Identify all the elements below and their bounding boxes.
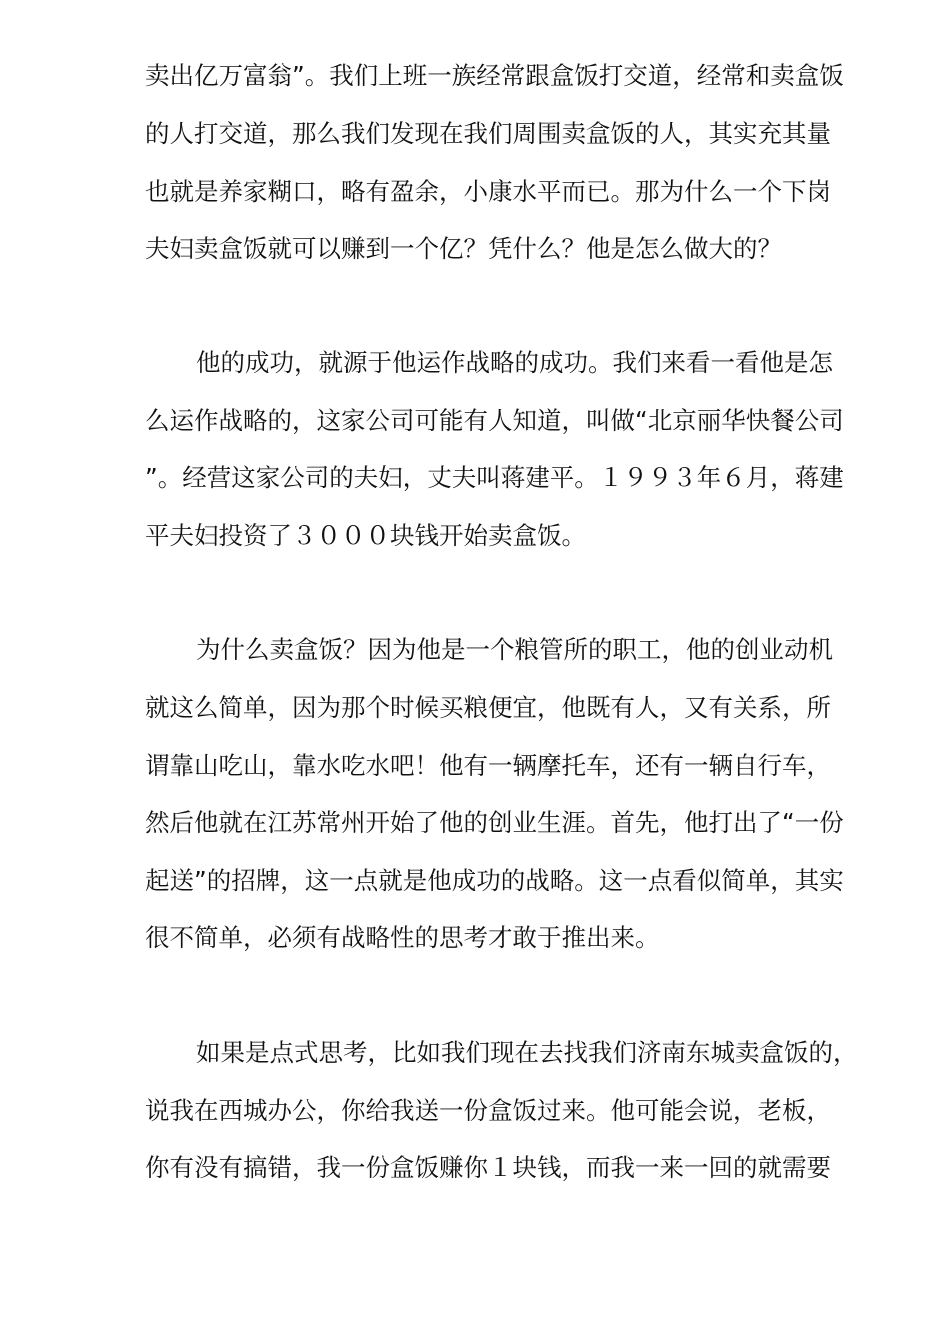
paragraph-line: 为什么卖盒饭？因为他是一个粮管所的职工，他的创业动机 [196,635,833,664]
paragraph-line: 起送”的招牌，这一点就是他成功的战略。这一点看似简单，其实 [145,866,844,895]
paragraph-line: 卖出亿万富翁”。我们上班一族经常跟盒饭打交道，经常和卖盒饭 [145,61,844,90]
paragraph-line: ”。经营这家公司的夫妇，丈夫叫蒋建平。１９９３年６月，蒋建 [145,463,844,492]
paragraph-line: 平夫妇投资了３０００块钱开始卖盒饭。 [145,521,586,550]
paragraph-line: 么运作战略的，这家公司可能有人知道，叫做“北京丽华快餐公司 [145,406,844,435]
paragraph-line: 如果是点式思考，比如我们现在去找我们济南东城卖盒饭的， [196,1038,858,1067]
paragraph-line: 然后他就在江苏常州开始了他的创业生涯。首先，他打出了“一份 [145,808,844,837]
paragraph-line: 也就是养家糊口，略有盈余，小康水平而已。那为什么一个下岗 [145,177,831,206]
paragraph-line: 夫妇卖盒饭就可以赚到一个亿？凭什么？他是怎么做大的？ [145,234,782,263]
paragraph-line: 很不简单，必须有战略性的思考才敢于推出来。 [145,923,660,952]
paragraph-line: 你有没有搞错，我一份盒饭赚你１块钱，而我一来一回的就需要 [145,1153,831,1182]
paragraph-line: 的人打交道，那么我们发现在我们周围卖盒饭的人，其实充其量 [145,119,831,148]
paragraph-line: 说我在西城办公，你给我送一份盒饭过来。他可能会说，老板， [145,1096,831,1125]
paragraph-line: 谓靠山吃山，靠水吃水吧！他有一辆摩托车，还有一辆自行车， [145,751,831,780]
paragraph-line: 就这么简单，因为那个时候买粮便宜，他既有人，又有关系，所 [145,693,831,722]
paragraph-line: 他的成功，就源于他运作战略的成功。我们来看一看他是怎 [196,348,833,377]
